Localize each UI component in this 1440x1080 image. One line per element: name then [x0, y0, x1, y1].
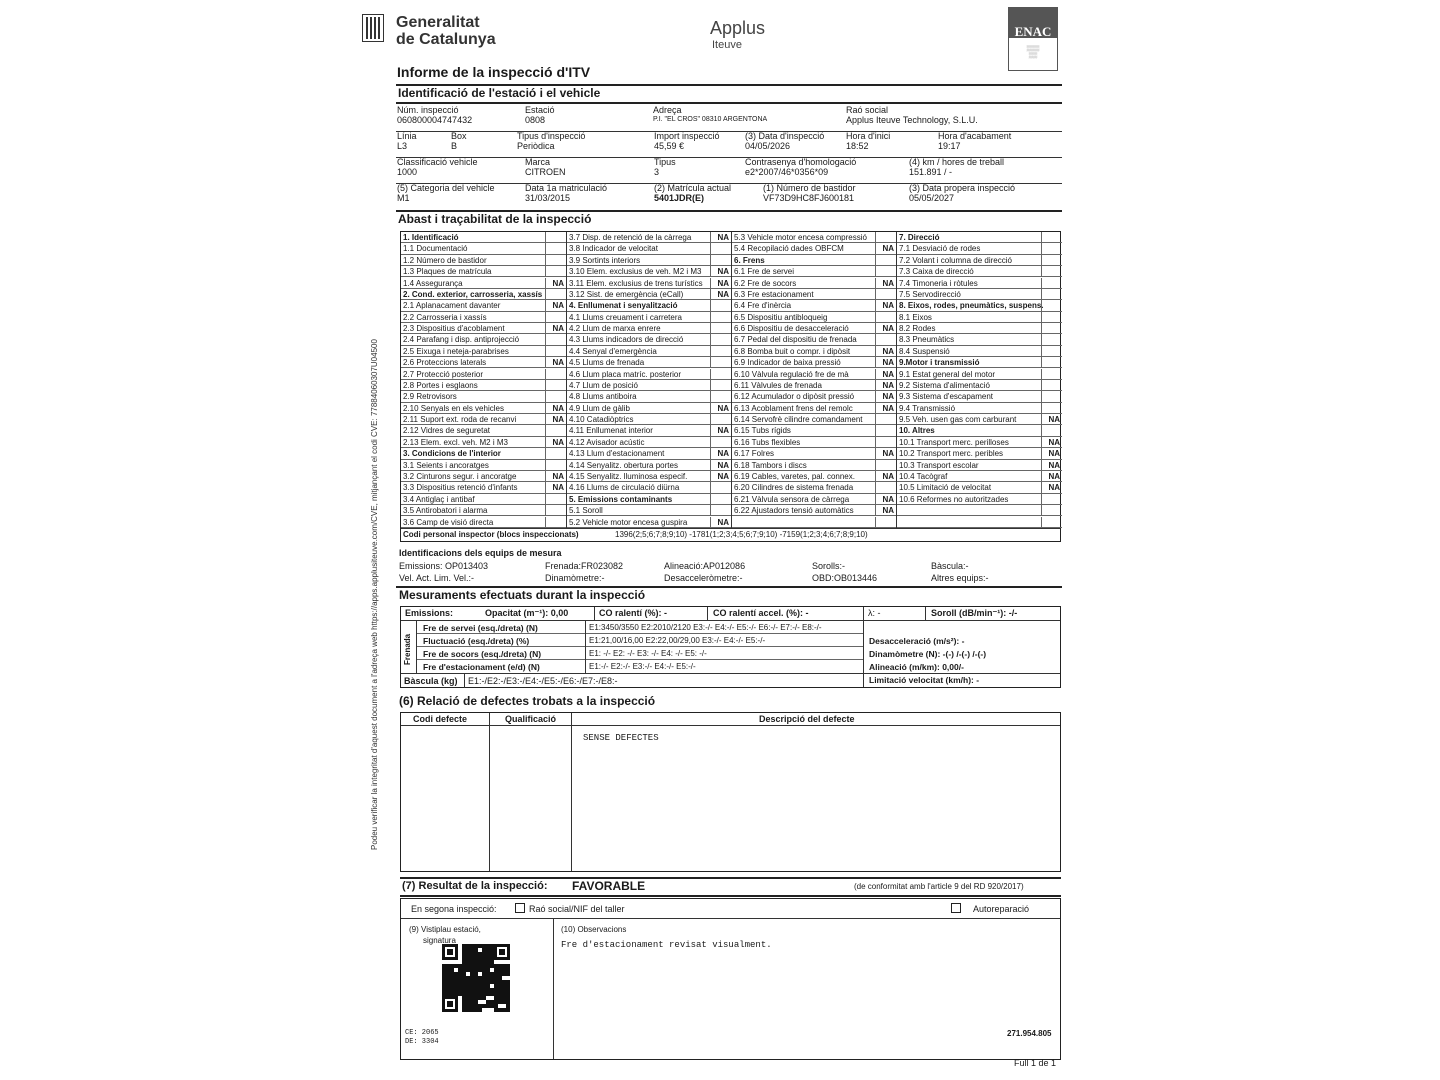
result-value: FAVORABLE — [572, 879, 646, 893]
generalitat-name — [396, 14, 496, 48]
scope-item: 1.3 Plaques de matrícula — [401, 266, 566, 277]
measurements-table: Emissions: Opacitat (m⁻¹): 0,00 CO ralentí (%): - CO ralentí accel. (%): - λ: - Soroll (dB/min⁻¹): -/- Frenada Fre de servei (esq./dreta) (N) E1:3450/3550 E2:2010/2120 E3:-/- E4:-/- E5:-/- E6:-/- E7:-/- E8:-/- Fluctuació (esq./dreta) (%) E1:21,00/16,00 E2:22,00/29,00 E3:-/- E4:-/- E5:-/- Fre de socors (esq./dreta) (N) E1: -/- E2: -/- E3: -/- E4: -/- E5: -/- Fre d'estacionament (e/d) (N) E1:-/- E2:-/- E3:-/- E4:-/- E5:-/- Bàscula (kg) E1:-/E2:-/E3:-/E4:-/E5:-/E6:-/E7:-/E8:- Desacceleració (m/s²): - Dinamòmetre (N): -(-) /-(-) /-(-) Alineació (m/km): 0,00/- Limitació velocitat (km/h): - — [400, 606, 1061, 688]
scope-item: 10.3 Transport escolar NA — [899, 460, 1060, 470]
scope-item: 3.1 Seients i ancoratges — [401, 460, 566, 471]
scope-item: 6.12 Acumulador o dipòsit pressió NA — [734, 392, 894, 402]
scope-item: 3.10 Elem. exclusius de veh. M2 i M3 NA — [569, 267, 729, 277]
scope-item: 2. Cond. exterior, carrosseria, xassís — [401, 289, 566, 300]
scope-item: 3. Condicions de l'interior — [401, 448, 566, 459]
scope-item: 4.5 Llums de frenada — [567, 357, 731, 368]
scope-item: 4.9 Llum de gàlib NA — [569, 403, 729, 413]
defects-table: Codi defecte Qualificació Descripció del defecte SENSE DEFECTES — [400, 712, 1061, 872]
scope-column — [731, 232, 896, 528]
generalitat-logo-icon — [362, 14, 384, 42]
scope-column — [896, 232, 1062, 528]
scope-item: 10.6 Reformes no autoritzades — [897, 494, 1062, 505]
scope-item: 9.1 Estat general del motor — [897, 369, 1062, 380]
scope-item: 6.11 Vàlvules de frenada NA — [734, 380, 894, 390]
scope-item: 4.16 Llums de circulació diürna — [567, 482, 731, 493]
scope-item: 4.1 Llums creuament i carretera — [567, 312, 731, 323]
scope-item: 10.1 Transport merc. perilloses NA — [899, 437, 1060, 447]
scope-item: 3.6 Camp de visió directa — [401, 517, 566, 528]
measurement-right-item: Desacceleració (m/s²): - — [869, 636, 965, 646]
id-row-3: Classificació vehicle 1000 Marca CITROEN Tipus 3 Contrasenya d'homologació e2*2007/46*0356*09 (4) km / hores de treball 151.891 / - — [397, 157, 1005, 177]
scope-item: 7.5 Servodirecció — [897, 289, 1062, 300]
scope-item: 6.16 Tubs flexibles — [732, 437, 896, 448]
scope-item: 7.2 Volant i columna de direcció — [897, 255, 1062, 266]
scope-item: 3.9 Sortints interiors — [567, 255, 731, 266]
scope-item — [897, 505, 1062, 516]
scope-item: 2.5 Eixuga i neteja-parabrises — [401, 346, 566, 357]
scope-item: 8.4 Suspensió — [897, 346, 1062, 357]
equipment-heading: Identificacions dels equips de mesura — [399, 548, 562, 558]
scope-item: 2.11 Suport ext. roda de recanvi NA — [403, 415, 564, 425]
scope-item: 7.3 Caixa de direcció — [897, 266, 1062, 277]
scope-item: 4.15 Senyalitz. lluminosa especif. NA — [569, 471, 729, 481]
scope-item: 6.6 Dispositiu de desacceleració NA — [734, 324, 894, 334]
scope-item: 6.10 Vàlvula regulació fre de mà NA — [734, 369, 894, 379]
scope-item: 4.10 Catadiòptrics — [567, 414, 731, 425]
scope-item: 10. Altres — [897, 425, 1062, 436]
scope-item: 3.3 Dispositius retenció d'infants NA — [403, 483, 564, 493]
scope-item: 4.2 Llum de marxa enrere — [567, 323, 731, 334]
scope-item: 8.3 Pneumàtics — [897, 334, 1062, 345]
identification-heading: Identificació de l'estació i el vehicle — [398, 86, 601, 100]
scope-item: 9.3 Sistema d'escapament — [897, 391, 1062, 402]
id-row-1: Núm. inspecció 060800004747432 Estació 0808 Adreça P.I. "EL CROS" 08310 ARGENTONA Raó social Applus Iteuve Technology, S.L.U. — [397, 105, 978, 125]
scope-item: 4.3 Llums indicadors de direcció — [567, 334, 731, 345]
inspector-code-row: Codi personal inspector (blocs inspeccionats) 1396(2;5;6;7;8;9;10) -1781(1;2;3;4;5;6;7;9;10) -7159(1;2;3;4;6;7;8;9;10) — [401, 528, 1060, 541]
defects-heading: (6) Relació de defectes trobats a la inspecció — [399, 694, 656, 708]
scope-item: 6.8 Bomba buit o compr. i dipòsit NA — [734, 346, 894, 356]
scope-item: 6.9 Indicador de baixa pressió NA — [734, 358, 894, 368]
scope-item: 9.2 Sistema d'alimentació — [897, 380, 1062, 391]
id-row-2: Línia L3 Box B Tipus d'inspecció Periòdica Import inspecció 45,59 € (3) Data d'inspecció 04/05/2026 Hora d'inici 18:52 Hora d'acabament 19:17 — [397, 131, 1012, 151]
brake-row: Fluctuació (esq./dreta) (%) E1:21,00/16,00 E2:22,00/29,00 E3:-/- E4:-/- E5:-/- — [417, 634, 863, 647]
gov-line-1: Generalitat — [396, 14, 480, 31]
scope-item: 6.3 Fre estacionament — [732, 289, 896, 300]
brake-row: Fre de socors (esq./dreta) (N) E1: -/- E2: -/- E3: -/- E4: -/- E5: -/- — [417, 647, 863, 660]
measurement-right-item: Alineació (m/km): 0,00/- — [869, 662, 964, 672]
scope-item: 2.7 Protecció posterior — [401, 369, 566, 380]
scope-item: 4.8 Llums antiboira — [567, 391, 731, 402]
applus-logo: Applus — [710, 18, 766, 38]
scope-item: 6.22 Ajustadors tensió automàtics NA — [734, 506, 894, 516]
brake-row: Fre de servei (esq./dreta) (N) E1:3450/3550 E2:2010/2120 E3:-/- E4:-/- E5:-/- E6:-/- E7:-/- E8:-/- — [417, 621, 863, 634]
scope-item: 7.1 Desviació de rodes — [897, 243, 1062, 254]
enac-seal — [1008, 7, 1058, 71]
scope-item: 3.8 Indicador de velocitat — [567, 243, 731, 254]
scope-item: 2.1 Aplanacament davanter NA — [403, 301, 564, 311]
scope-item: 4.4 Senyal d'emergència — [567, 346, 731, 357]
scope-item: 3.5 Antirobatori i alarma — [401, 505, 566, 516]
scope-item: 4.11 Enllumenat interior NA — [569, 426, 729, 436]
measurement-right-item: Dinamòmetre (N): -(-) /-(-) /-(-) — [869, 649, 987, 659]
scope-item: 3.2 Cinturons segur. i ancoratge NA — [403, 471, 564, 481]
scope-item: 5.1 Soroll — [567, 505, 731, 516]
scope-item: 2.2 Carrosseria i xassís — [401, 312, 566, 323]
scope-item: 9.4 Transmissió — [897, 403, 1062, 414]
scope-item: 4.13 Llum d'estacionament NA — [569, 449, 729, 459]
brake-label: Frenada — [403, 633, 412, 665]
scope-item: 10.2 Transport merc. peribles NA — [899, 449, 1060, 459]
scope-item: 2.3 Dispositius d'acoblament NA — [403, 324, 564, 334]
scope-item: 4.14 Senyalitz. obertura portes NA — [569, 460, 729, 470]
scope-column — [566, 232, 731, 528]
scope-item: 5.2 Vehicle motor encesa guspira NA — [569, 517, 729, 527]
scope-item: 6.19 Cables, varetes, pal. connex. NA — [734, 471, 894, 481]
scope-item: 4.12 Avisador acústic — [567, 437, 731, 448]
scope-item: 6.1 Fre de servei — [732, 266, 896, 277]
scope-item: 4.7 Llum de posició — [567, 380, 731, 391]
scope-item: 6.21 Vàlvula sensora de càrrega NA — [734, 494, 894, 504]
scope-item: 10.5 Limitació de velocitat NA — [899, 483, 1060, 493]
scope-item: 5.3 Vehicle motor encesa compressió — [732, 232, 896, 243]
scope-item — [897, 517, 1062, 528]
scope-item: 2.10 Senyals en els vehicles NA — [403, 403, 564, 413]
scope-item: 6.15 Tubs rígids — [732, 425, 896, 436]
scope-item: 2.12 Vidres de seguretat — [401, 425, 566, 436]
defects-text: SENSE DEFECTES — [583, 733, 659, 743]
report-title: Informe de la inspecció d'ITV — [397, 64, 591, 80]
self-repair-checkbox[interactable] — [951, 903, 961, 913]
scope-item: 7. Direcció — [897, 232, 1062, 243]
scope-item: 6.4 Fre d'inèrcia NA — [734, 301, 894, 311]
scope-item: 6.2 Fre de socors NA — [734, 278, 894, 288]
scope-item: 3.4 Antiglaç i antibaf — [401, 494, 566, 505]
result-box: En segona inspecció: Raó social/NIF del taller Autoreparació (9) Vistiplau estació, signatura (10) Observacions Fre d'estacionament revisat visualment. CE: 2065 DE: 3304 271.954.805 — [400, 898, 1061, 1060]
scope-item: 1.1 Documentació — [401, 243, 566, 254]
scope-item: 6.17 Folres NA — [734, 449, 894, 459]
enac-stamp-icon: ▒▒▒ ▒▒ — [1026, 46, 1040, 59]
scope-heading: Abast i traçabilitat de la inspecció — [398, 212, 592, 226]
equipment-row-1: Emissions: OP013403 Frenada:FR023082 Alineació:AP012086 Sorolls:- Bàscula:- — [399, 561, 969, 571]
scope-item: 10.4 Tacògraf NA — [899, 471, 1060, 481]
measurement-right-item: Limitació velocitat (km/h): - — [869, 675, 980, 685]
scope-item: 6.13 Acoblament frens del remolc NA — [734, 403, 894, 413]
scope-item: 5.4 Recopilació dades OBFCM NA — [734, 244, 894, 254]
scope-item: 2.9 Retrovisors — [401, 391, 566, 402]
inspection-report — [396, 8, 1062, 1072]
scope-item: 1.2 Número de bastidor — [401, 255, 566, 266]
scope-item: 5. Emissions contaminants — [567, 494, 731, 505]
document-code: 271.954.805 — [1007, 1029, 1052, 1038]
workshop-checkbox[interactable] — [515, 903, 525, 913]
scope-item: 2.8 Portes i esglaons — [401, 380, 566, 391]
scope-item: 3.7 Disp. de retenció de la càrrega NA — [569, 233, 729, 242]
scope-item: 8.1 Eixos — [897, 312, 1062, 323]
observations-text: Fre d'estacionament revisat visualment. — [561, 940, 772, 950]
scope-item: 6. Frens — [732, 255, 896, 266]
applus-sub: Iteuve — [712, 39, 742, 51]
scope-item: 6.7 Pedal del dispositiu de frenada — [732, 334, 896, 345]
scope-grid — [400, 231, 1061, 542]
scope-item: 4.6 Llum placa matríc. posterior — [567, 369, 731, 380]
scope-item: 2.4 Parafang i disp. antiprojecció — [401, 334, 566, 345]
scope-item: 8. Eixos, rodes, pneumàtics, suspens. — [897, 300, 1062, 311]
scope-column — [401, 232, 566, 528]
measurements-heading: Mesuraments efectuats durant la inspecció — [399, 588, 646, 602]
scope-item: 9.5 Veh. usen gas com carburant NA — [899, 415, 1060, 425]
result-row: (7) Resultat de la inspecció: FAVORABLE (de conformitat amb l'article 9 del RD 920/2017) — [402, 879, 1024, 893]
scope-item: 4. Enllumenat i senyalització — [567, 300, 731, 311]
gov-line-2: de Catalunya — [396, 31, 496, 48]
scope-item: 6.20 Cilindres de sistema frenada — [732, 482, 896, 493]
enac-label: ENAC — [1009, 8, 1057, 38]
brake-row: Fre d'estacionament (e/d) (N) E1:-/- E2:-/- E3:-/- E4:-/- E5:-/- — [423, 662, 696, 672]
qr-code-icon — [442, 944, 510, 1012]
scope-item: 2.6 Proteccions laterals NA — [403, 358, 564, 368]
scope-item: 3.12 Sist. de emergència (eCall) NA — [569, 289, 729, 299]
scope-item: 6.5 Dispositiu antibloqueig — [732, 312, 896, 323]
scope-item: 7.4 Timoneria i ròtules — [897, 278, 1062, 289]
scope-item: 8.2 Rodes — [897, 323, 1062, 334]
scope-item — [732, 517, 896, 528]
scope-item: 6.18 Tambors i discs — [732, 460, 896, 471]
scope-item: 6.14 Servofrè cilindre comandament — [732, 414, 896, 425]
equipment-row-2: Vel. Act. Lim. Vel.:- Dinamòmetre:- Desacceleròmetre:- OBD:OB013446 Altres equips:- — [399, 573, 989, 583]
side-verification-text: Podeu verificar la integritat d'aquest document a l'adreça web https://apps.applusiteuve.com/CVE, mitjançant el codi CVE: 77884060307U04500 — [370, 339, 379, 850]
scope-item: 2.13 Elem. excl. veh. M2 i M3 NA — [403, 437, 564, 447]
scope-item: 3.11 Elem. exclusius de trens turístics NA — [569, 278, 729, 288]
scope-item: 9.Motor i transmissió — [897, 357, 1062, 368]
page-number: Full 1 de 1 — [1014, 1058, 1057, 1068]
scope-item: 1.4 Assegurança NA — [403, 278, 564, 288]
scope-item: 1. Identificació — [401, 232, 566, 243]
id-row-4: (5) Categoria del vehicle M1 Data 1a matriculació 31/03/2015 (2) Matrícula actual 5401JDR(E) (1) Número de bastidor VF73D9HC8FJ600181 (3) Data propera inspecció 05/05/2027 — [397, 183, 1016, 203]
